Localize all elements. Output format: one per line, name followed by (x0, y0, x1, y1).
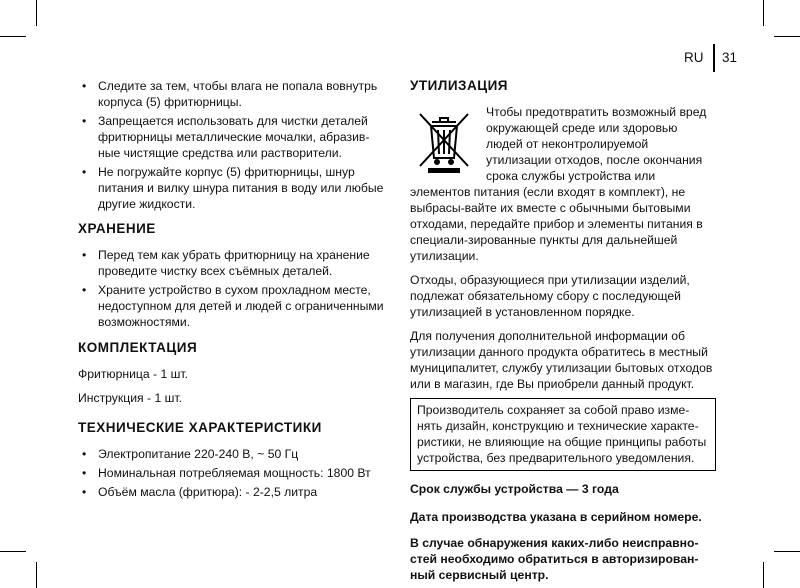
crop-mark (763, 562, 764, 588)
crop-mark (36, 0, 37, 26)
storage-list (78, 247, 390, 330)
page-number: 31 (722, 50, 738, 65)
care-list (78, 78, 390, 212)
crossed-out-wheelie-bin-icon (410, 108, 478, 174)
list-item: • Следите за тем, чтобы влага не попала вовнутрь корпуса (5) фритюрницы. (78, 78, 390, 110)
specs-heading: ТЕХНИЧЕСКИЕ ХАРАКТЕРИСТИКИ (78, 420, 322, 435)
list-item: • Не погружайте корпус (5) фритюрницы, шнур питания и вилку шнура питания в воду или любые другие жидкости. (78, 164, 390, 212)
list-item: • Храните устройство в сухом прохладном месте, недоступном для детей и людей с ограниченными возможностями. (78, 282, 390, 330)
notice-box (410, 398, 716, 471)
disposal-heading: УТИЛИЗАЦИЯ (410, 78, 508, 93)
disposal-paragraph: Отходы, образующиеся при утилизации изделий, подлежат обязательному сбору с последующей утилизацией в установленном порядке. (410, 273, 690, 319)
right-column (410, 78, 716, 583)
header-divider (713, 44, 715, 72)
production-date: Дата производства указана в серийном номере. (410, 510, 702, 524)
disposal-paragraph: Для получения дополнительной информации об утилизации данного продукта обратитесь в местный муниципалитет, службу утилизации бытовых отходов или в магазин, где Вы приобрели данный продукт. (410, 329, 713, 391)
crop-mark (774, 551, 800, 552)
list-item: • Электропитание 220-240 В, ~ 50 Гц (78, 446, 390, 462)
contents-line: Инструкция - 1 шт. (78, 391, 183, 405)
contents-heading: КОМПЛЕКТАЦИЯ (78, 340, 198, 355)
list-item: • Объём масла (фритюра): - 2-2,5 литра (78, 484, 390, 500)
storage-heading: ХРАНЕНИЕ (78, 221, 156, 236)
contents-line: Фритюрница - 1 шт. (78, 367, 189, 381)
crop-mark (0, 551, 26, 552)
crop-mark (36, 562, 37, 588)
notice-text: Производитель сохраняет за собой право изме-нять дизайн, конструкцию и технические характе-ристики, не влияющие на общие принципы работы устройства, без предварительного уведомления. (417, 403, 707, 465)
language-label: RU (684, 50, 704, 65)
specs-list (78, 446, 390, 500)
list-item: • Номинальная потребляемая мощность: 1800 Вт (78, 465, 390, 481)
crop-mark (0, 36, 26, 37)
left-column (78, 78, 390, 503)
disposal-block (410, 104, 716, 264)
malfunction-notice: В случае обнаружения каких-либо неисправно-стей необходимо обратиться в авторизирован-ный сервисный центр. (410, 536, 699, 582)
crop-mark (774, 36, 800, 37)
service-life: Срок службы устройства — 3 года (410, 482, 619, 496)
list-item: • Перед тем как убрать фритюрницу на хранение проведите чистку всех съёмных деталей. (78, 247, 390, 279)
disposal-paragraph: Чтобы предотвратить возможный вред окружающей среде или здоровью людей от неконтролируемой утилизации отходов, после окончания срока службы устройства или элементов питания (если входят в комплект), не выбрасы-вайте их вместе с обычными бытовыми отходами, передайте прибор и элементы питания в специали-зированные пункты для дальнейшей утилизации. (410, 105, 707, 263)
crop-mark (763, 0, 764, 26)
list-item: • Запрещается использовать для чистки деталей фритюрницы металлические мочалки, абразив-ные чистящие средства или растворители. (78, 113, 390, 161)
